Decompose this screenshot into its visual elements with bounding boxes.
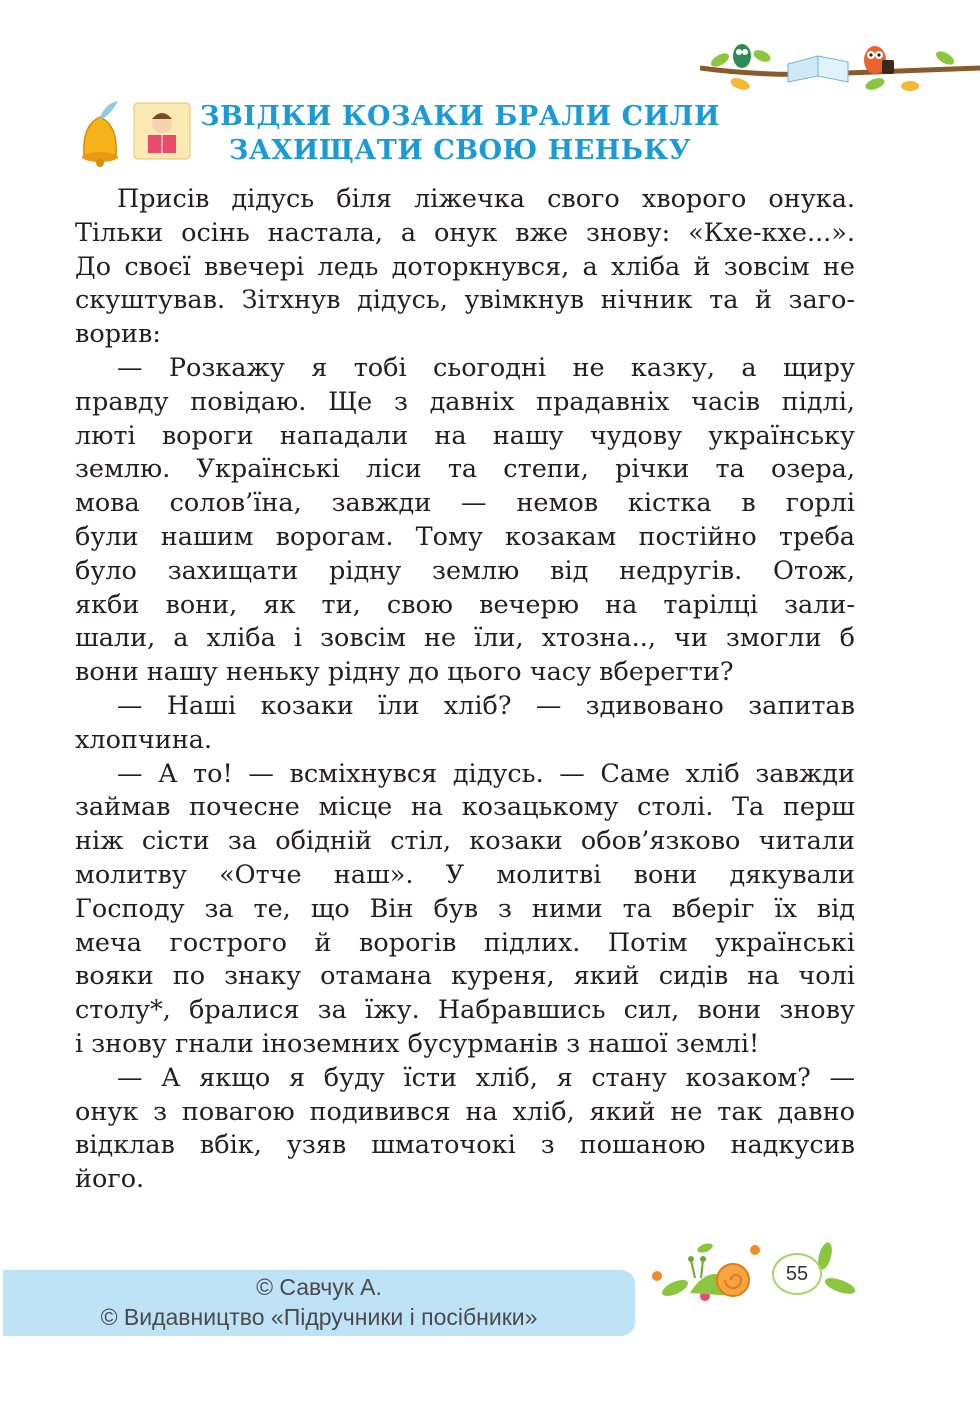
- text-line: онук з повагою подивився на хліб, який не так давно: [75, 1096, 855, 1127]
- paragraph: [75, 1062, 855, 1197]
- story-text: [75, 183, 855, 1197]
- paragraph: [75, 183, 855, 352]
- text-line: Тільки осінь настала, а онук вже знову: «Кхе-кхе...».: [75, 217, 855, 248]
- snail-icon: [688, 1256, 749, 1296]
- open-book-icon: [788, 56, 848, 82]
- text-line: Господу за те, що Він був з ними та вберіг їх від: [75, 893, 855, 924]
- text-line: були нашим ворогам. Тому козакам постійно треба: [75, 521, 855, 552]
- text-line: люті вороги нападали на нашу чудову українську: [75, 420, 855, 451]
- text-line: — А якщо я буду їсти хліб, я стану козаком? —: [117, 1062, 855, 1093]
- text-line: — А то! — всміхнувся дідусь. — Саме хліб завжди: [117, 758, 855, 789]
- text-line: було захищати рідну землю від недругів. Отож,: [75, 555, 855, 586]
- owl-icon: [864, 46, 894, 74]
- paragraph: [75, 758, 855, 1062]
- text-line: ворив:: [75, 319, 161, 350]
- text-line: — Розкажу я тобі сьогодні не казку, а щиру: [117, 352, 855, 383]
- text-line: якби вони, як ти, свою вечерю на тарілці зали-: [75, 589, 855, 620]
- text-line: — Наші козаки їли хліб? — здивовано запитав: [117, 690, 855, 721]
- text-line: шали, а хліба і зовсім не їли, хтозна.., чи змогли б: [75, 623, 855, 654]
- text-line: молитву «Отче наш». У молитві вони дякували: [75, 859, 855, 890]
- text-line: Присів дідусь біля ліжечка свого хворого онука.: [117, 184, 855, 214]
- page-number: 55: [772, 1253, 822, 1295]
- text-line: вони нашу неньку рідну до цього часу вберегти?: [75, 657, 734, 688]
- text-line: До своєї ввечері ледь доторкнувся, а хліба й зовсім не: [75, 251, 855, 282]
- text-line: правду повідаю. Ще з давніх прадавніх часів підлі,: [75, 386, 855, 417]
- text-line: і знову гнали іноземних бусурманів з нашої землі!: [75, 1028, 760, 1059]
- copyright-publisher: © Видавництво «Підручники і посібники»: [100, 1304, 538, 1330]
- branch-decoration: [700, 38, 980, 108]
- text-line: ніж сісти за обідній стіл, козаки обов’язково читали: [75, 826, 855, 857]
- title-line: ЗВІДКИ КОЗАКИ БРАЛИ СИЛИ: [200, 101, 720, 132]
- text-line: скуштував. Зітхнув дідусь, увімкнув нічник та й заго-: [75, 285, 855, 316]
- text-line: займав почесне місце на козацькому столі. Та перш: [75, 792, 855, 823]
- bird-left-icon: [733, 44, 751, 68]
- text-line: меча гострого й ворогів підлих. Потім українські: [75, 927, 855, 958]
- text-line: столу*, бралися за їжу. Набравшись сил, вони знову: [75, 995, 855, 1026]
- page-title: [180, 100, 740, 168]
- copyright-footer: [3, 1270, 635, 1336]
- text-line: його.: [75, 1164, 145, 1195]
- bell-icon: [82, 101, 118, 167]
- title-line: ЗАХИЩАТИ СВОЮ НЕНЬКУ: [228, 135, 692, 166]
- text-line: мова солов’їна, завжди — немов кістка в горлі: [75, 488, 855, 519]
- snail-decoration: [645, 1238, 860, 1308]
- paragraph: [75, 352, 855, 690]
- text-line: землю. Українські ліси та степи, річки та озера,: [75, 454, 855, 485]
- text-line: вояки по знаку отамана куреня, який сидів на чолі: [75, 961, 855, 992]
- copyright-author: © Савчук А.: [256, 1274, 382, 1300]
- text-line: хлопчина.: [75, 724, 213, 755]
- paragraph: [75, 690, 855, 758]
- text-line: відклав вбік, узяв шматочокі з пошаною надкусив: [75, 1130, 855, 1161]
